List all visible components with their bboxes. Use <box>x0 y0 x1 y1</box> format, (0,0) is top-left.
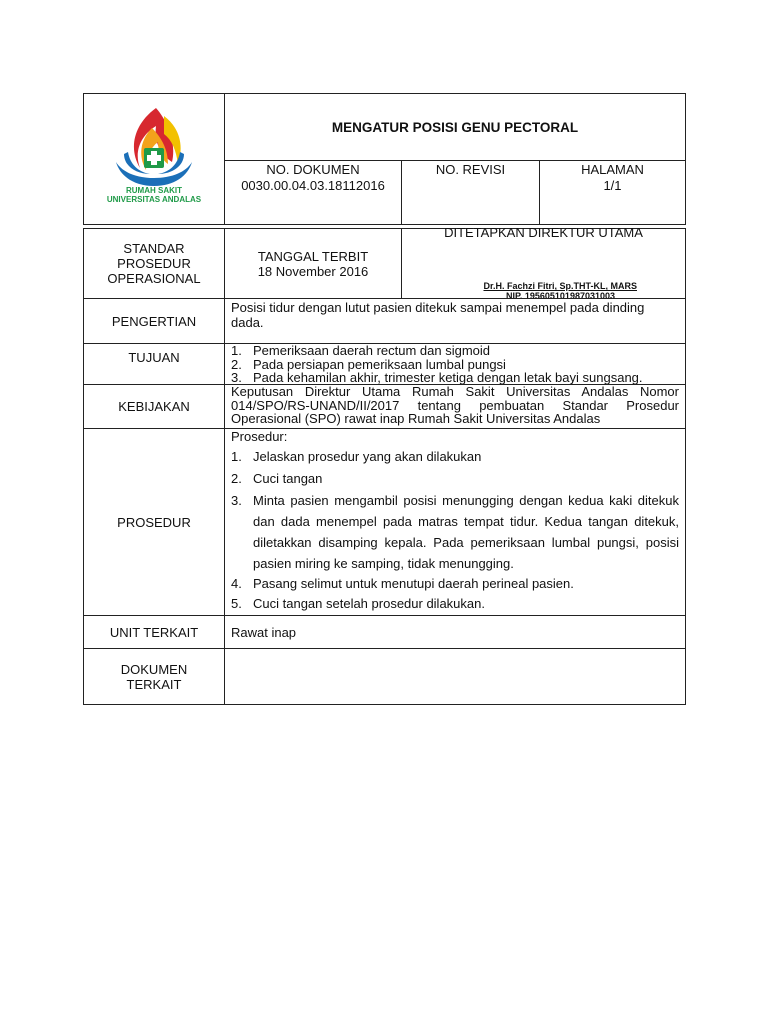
tujuan-item <box>231 371 679 385</box>
prosedur-step-text: Jelaskan prosedur yang akan dilakukan <box>253 449 482 464</box>
issue-date-cell <box>224 228 402 299</box>
unit-terkait-content-cell <box>224 615 686 649</box>
spo-label-cell <box>83 228 225 299</box>
approved-by-label: DITETAPKAN DIREKTUR UTAMA <box>444 225 643 240</box>
spo-label-line2: PROSEDUR <box>117 256 191 271</box>
pengertian-text: Posisi tidur dengan lutut pasien ditekuk sampai menempel pada dinding dada. <box>231 300 645 330</box>
doc-number-label: NO. DOKUMEN <box>266 162 360 177</box>
tujuan-item-text: Pemeriksaan daerah rectum dan sigmoid <box>253 343 491 358</box>
page-value: 1/1 <box>603 178 622 193</box>
dokumen-terkait-content-cell <box>224 648 686 705</box>
revision-cell <box>401 160 540 225</box>
prosedur-step <box>231 469 679 489</box>
prosedur-step-number: 3. <box>231 493 242 508</box>
prosedur-step-text: Cuci tangan setelah prosedur dilakukan. <box>253 596 485 611</box>
doc-number-value: 0030.00.04.03.18112016 <box>241 178 385 193</box>
spo-label-line3: OPERASIONAL <box>107 271 201 286</box>
prosedur-step <box>231 594 679 614</box>
issue-date-label: TANGGAL TERBIT <box>257 248 369 264</box>
prosedur-step-number: 2. <box>231 471 242 486</box>
approval-cell <box>401 225 686 301</box>
tujuan-label: TUJUAN <box>128 350 180 365</box>
prosedur-intro: Prosedur: <box>231 429 288 444</box>
tujuan-item-number: 1. <box>231 343 242 358</box>
page-label: HALAMAN <box>581 162 644 177</box>
dokumen-terkait-label-line2: TERKAIT <box>126 676 182 692</box>
prosedur-step-text: Cuci tangan <box>253 471 323 486</box>
prosedur-step-number: 1. <box>231 449 242 464</box>
issue-date-value: 18 November 2016 <box>257 263 369 279</box>
pengertian-label-cell <box>83 298 225 344</box>
document-title <box>224 93 686 161</box>
kebijakan-text: Keputusan Direktur Utama Rumah Sakit Universitas Andalas Nomor 014/SPO/RS-UNAND/II/2017 tentang pembuatan Standar Prosedur Operasional (SPO) rawat inap Rumah Sakit Universitas Andalas <box>231 384 679 426</box>
document-title-text: MENGATUR POSISI GENU PECTORAL <box>331 119 579 135</box>
prosedur-step-number: 4. <box>231 576 242 591</box>
director-nip: NIP. 195605101987031003 <box>506 291 615 301</box>
unit-terkait-label: UNIT TERKAIT <box>109 624 199 640</box>
tujuan-item-text: Pada kehamilan akhir, trimester ketiga dengan letak bayi sungsang. <box>253 370 643 385</box>
dokumen-terkait-label-cell <box>83 648 225 705</box>
prosedur-step-text: Pasang selimut untuk menutupi daerah perineal pasien. <box>253 576 574 591</box>
pengertian-label: PENGERTIAN <box>111 313 197 329</box>
prosedur-step-number: 5. <box>231 596 242 611</box>
tujuan-item <box>231 344 679 358</box>
page-cell <box>539 160 686 225</box>
unit-terkait-label-cell <box>83 615 225 649</box>
doc-number-cell <box>224 160 402 225</box>
kebijakan-content-cell <box>224 384 686 429</box>
prosedur-label-cell <box>83 428 225 616</box>
prosedur-step-text: Minta pasien mengambil posisi menungging dengan kedua kaki ditekuk dan dada menempel pada matras tempat tidur. Kedua tangan ditekuk, diletakkan disamping kepala. Pada pemeriksaan lumbal pungsi, posisi pasien miring ke samping, tidak menungging. <box>253 493 679 571</box>
kebijakan-label: KEBIJAKAN <box>118 399 190 414</box>
tujuan-item-number: 2. <box>231 356 242 372</box>
tujuan-item <box>231 358 679 372</box>
tujuan-label-cell <box>83 343 225 385</box>
director-name: Dr.H. Fachzi Fitri, Sp.THT-KL, MARS <box>483 281 637 291</box>
spo-label-line1: STANDAR <box>123 241 185 256</box>
prosedur-label: PROSEDUR <box>117 514 191 530</box>
prosedur-step <box>231 574 679 594</box>
tujuan-content-cell <box>224 343 686 385</box>
kebijakan-label-cell <box>83 384 225 429</box>
pengertian-content-cell <box>224 298 686 344</box>
tujuan-item-number: 3. <box>231 370 242 385</box>
prosedur-step <box>231 490 679 574</box>
hospital-name-line1: RUMAH SAKIT <box>126 186 182 195</box>
prosedur-content-cell <box>224 428 686 616</box>
tujuan-item-text: Pada persiapan pemeriksaan lumbal pungsi <box>253 356 506 372</box>
dokumen-terkait-label-line1: DOKUMEN <box>120 661 188 677</box>
unit-terkait-value: Rawat inap <box>231 624 297 640</box>
revision-label: NO. REVISI <box>435 162 506 177</box>
hospital-name-line2: UNIVERSITAS ANDALAS <box>106 195 202 204</box>
logo-cell <box>83 93 225 225</box>
prosedur-step <box>231 447 679 467</box>
